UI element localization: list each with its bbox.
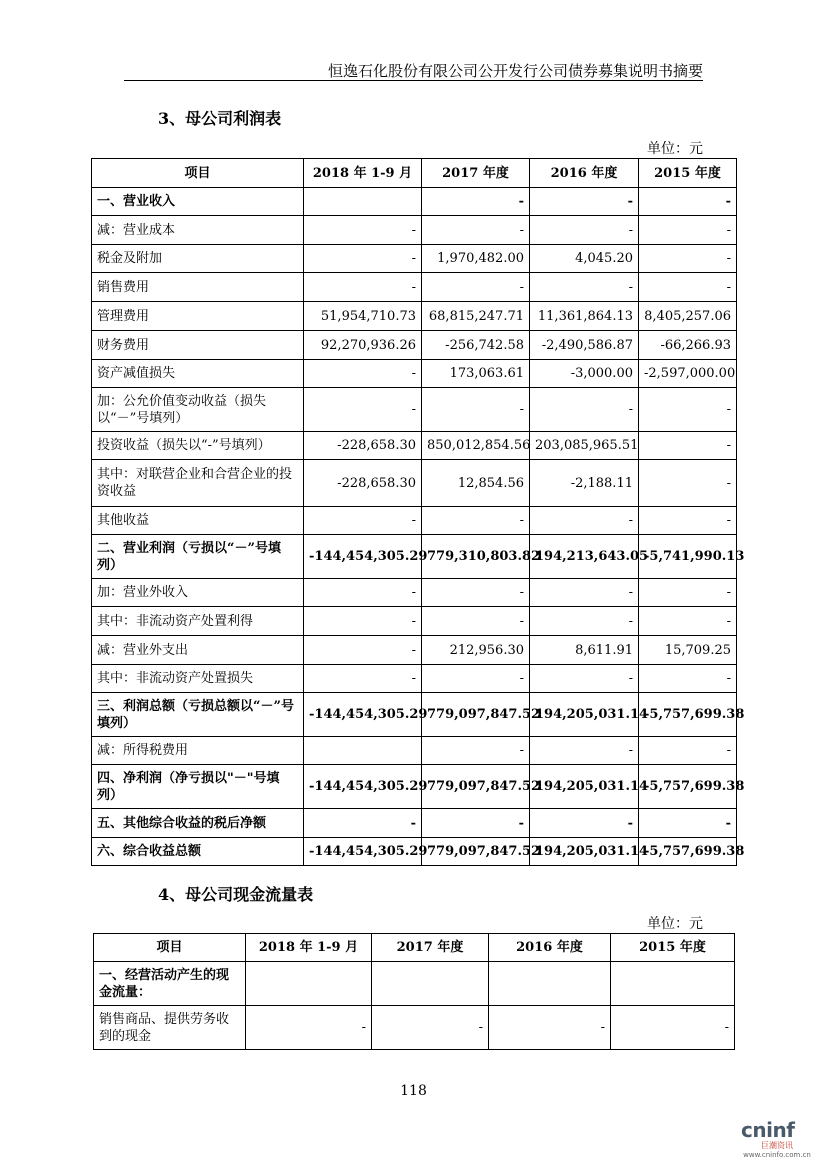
table-cell: -256,742.58 xyxy=(422,331,530,360)
row-label: 一、经营活动产生的现金流量： xyxy=(94,962,246,1006)
table-header-row xyxy=(94,934,735,962)
table-row xyxy=(92,607,737,636)
table-cell: - xyxy=(304,388,422,432)
row-label: 加：营业外收入 xyxy=(92,579,304,607)
table-cell: 194,205,031.14 xyxy=(530,765,639,809)
page-header: 恒逸石化股份有限公司公开发行公司债券募集说明书摘要 xyxy=(327,62,703,80)
column-header: 2017 年度 xyxy=(422,159,530,188)
table-cell: - xyxy=(422,607,530,636)
table-cell: -2,188.11 xyxy=(530,460,639,507)
table-cell: -5,757,699.38 xyxy=(639,838,737,866)
table-row xyxy=(92,809,737,838)
table-cell: -144,454,305.29 xyxy=(304,535,422,579)
table-cell: - xyxy=(489,1006,611,1050)
table-cell: - xyxy=(530,188,639,216)
table-cell: 194,213,643.05 xyxy=(530,535,639,579)
table-cell: 8,611.91 xyxy=(530,636,639,665)
table-cell: -144,454,305.29 xyxy=(304,693,422,737)
column-header: 2017 年度 xyxy=(372,934,489,962)
table-cell: - xyxy=(639,460,737,507)
table-cell: - xyxy=(304,579,422,607)
table-cell: - xyxy=(422,579,530,607)
income-table xyxy=(91,158,745,866)
table-cell: - xyxy=(304,665,422,693)
column-header: 项目 xyxy=(94,934,246,962)
table-cell: - xyxy=(639,665,737,693)
header-rule xyxy=(124,80,703,81)
table-cell: - xyxy=(530,273,639,302)
row-label: 销售商品、提供劳务收到的现金 xyxy=(94,1006,246,1050)
table-cell: - xyxy=(304,636,422,665)
table-row xyxy=(92,460,737,507)
table-cell: -228,658.30 xyxy=(304,460,422,507)
row-label: 管理费用 xyxy=(92,302,304,331)
row-label: 一、营业收入 xyxy=(92,188,304,216)
table-cell: -228,658.30 xyxy=(304,432,422,460)
table-row xyxy=(92,507,737,535)
table-row xyxy=(92,331,737,360)
table-cell xyxy=(372,962,489,1006)
table-row xyxy=(92,302,737,331)
table-cell: - xyxy=(639,809,737,838)
table-cell: - xyxy=(246,1006,372,1050)
column-header: 2016 年度 xyxy=(530,159,639,188)
column-header: 2015 年度 xyxy=(639,159,737,188)
row-label: 六、综合收益总额 xyxy=(92,838,304,866)
table-cell: - xyxy=(304,607,422,636)
row-label: 其中：非流动资产处置损失 xyxy=(92,665,304,693)
table-cell: - xyxy=(304,507,422,535)
table-cell xyxy=(489,962,611,1006)
row-label: 资产减值损失 xyxy=(92,360,304,388)
row-label: 投资收益（损失以“-”号填列） xyxy=(92,432,304,460)
table-cell: 173,063.61 xyxy=(422,360,530,388)
row-label: 税金及附加 xyxy=(92,245,304,273)
table-cell: 8,405,257.06 xyxy=(639,302,737,331)
table-cell: 12,854.56 xyxy=(422,460,530,507)
table-row xyxy=(92,245,737,273)
row-label: 减：营业外支出 xyxy=(92,636,304,665)
table-cell: 212,956.30 xyxy=(422,636,530,665)
table-cell: - xyxy=(530,665,639,693)
table-cell: 779,097,847.52 xyxy=(422,838,530,866)
column-header: 项目 xyxy=(92,159,304,188)
column-header: 2018 年 1-9 月 xyxy=(304,159,422,188)
table-cell xyxy=(304,188,422,216)
table-row xyxy=(94,1006,735,1050)
table-cell: - xyxy=(422,273,530,302)
row-label: 三、利润总额（亏损总额以“－”号填列） xyxy=(92,693,304,737)
logo-cn: 巨潮资讯 xyxy=(761,1141,793,1150)
column-header: 2015 年度 xyxy=(611,934,735,962)
column-header: 2016 年度 xyxy=(489,934,611,962)
table-cell: - xyxy=(639,216,737,245)
table-cell: - xyxy=(422,737,530,765)
table-row xyxy=(92,216,737,245)
table-cell: 779,097,847.52 xyxy=(422,693,530,737)
page-number: 118 xyxy=(400,1083,427,1099)
table-cell: - xyxy=(304,809,422,838)
cashflow-table xyxy=(93,933,735,1050)
table-cell: -2,490,586.87 xyxy=(530,331,639,360)
table-cell: - xyxy=(639,607,737,636)
table-row xyxy=(92,432,737,460)
table-header-row xyxy=(92,159,737,188)
table-cell: - xyxy=(530,809,639,838)
table-cell: 194,205,031.14 xyxy=(530,838,639,866)
table-row xyxy=(92,636,737,665)
table-cell: - xyxy=(422,388,530,432)
table-cell: 779,310,803.82 xyxy=(422,535,530,579)
table-cell: - xyxy=(304,273,422,302)
table-cell: 850,012,854.56 xyxy=(422,432,530,460)
table-cell: - xyxy=(639,432,737,460)
row-label: 其他收益 xyxy=(92,507,304,535)
table-cell: - xyxy=(422,809,530,838)
table-cell: - xyxy=(422,507,530,535)
table-cell: 194,205,031.14 xyxy=(530,693,639,737)
row-label: 减：所得税费用 xyxy=(92,737,304,765)
table-cell: - xyxy=(639,388,737,432)
table-row xyxy=(92,360,737,388)
table-cell: - xyxy=(530,737,639,765)
table-row xyxy=(92,693,737,737)
table-cell: - xyxy=(639,737,737,765)
table-cell: - xyxy=(304,216,422,245)
table-row xyxy=(92,737,737,765)
table-cell: - xyxy=(639,579,737,607)
logo-brand: cninf xyxy=(741,1118,795,1142)
table-cell: -5,757,699.38 xyxy=(639,765,737,809)
table-row xyxy=(92,273,737,302)
table-cell: - xyxy=(304,360,422,388)
cashflow-section-title: 4、母公司现金流量表 xyxy=(158,885,314,904)
logo-url: www.cninfo.com.cn xyxy=(743,1151,811,1159)
row-label: 减：营业成本 xyxy=(92,216,304,245)
table-cell: - xyxy=(422,188,530,216)
table-cell: - xyxy=(530,579,639,607)
table-cell xyxy=(246,962,372,1006)
table-cell: 203,085,965.51 xyxy=(530,432,639,460)
table-cell: - xyxy=(530,607,639,636)
table-row xyxy=(92,388,737,432)
table-cell: - xyxy=(639,245,737,273)
table-cell: 68,815,247.71 xyxy=(422,302,530,331)
cninfo-logo xyxy=(741,1118,813,1162)
table-row xyxy=(92,188,737,216)
table-cell: - xyxy=(422,216,530,245)
row-label: 其中：对联营企业和合营企业的投资收益 xyxy=(92,460,304,507)
table-cell: 779,097,847.52 xyxy=(422,765,530,809)
table-row xyxy=(92,765,737,809)
table-cell: -144,454,305.29 xyxy=(304,765,422,809)
table-cell: - xyxy=(304,245,422,273)
row-label: 四、净利润（净亏损以"－"号填列） xyxy=(92,765,304,809)
table-cell: -2,597,000.00 xyxy=(639,360,737,388)
table-cell: -144,454,305.29 xyxy=(304,838,422,866)
table-row xyxy=(92,665,737,693)
table-cell: - xyxy=(422,665,530,693)
table-cell: - xyxy=(530,388,639,432)
row-label: 销售费用 xyxy=(92,273,304,302)
row-label: 二、营业利润（亏损以“－”号填列） xyxy=(92,535,304,579)
row-label: 财务费用 xyxy=(92,331,304,360)
row-label: 五、其他综合收益的税后净额 xyxy=(92,809,304,838)
table-cell: - xyxy=(372,1006,489,1050)
table-cell: -3,000.00 xyxy=(530,360,639,388)
table-cell xyxy=(611,962,735,1006)
column-header: 2018 年 1-9 月 xyxy=(246,934,372,962)
table-cell: 15,709.25 xyxy=(639,636,737,665)
row-label: 其中：非流动资产处置利得 xyxy=(92,607,304,636)
table-cell: -5,741,990.13 xyxy=(639,535,737,579)
cashflow-unit: 单位：元 xyxy=(647,916,703,932)
table-cell: - xyxy=(639,273,737,302)
row-label: 加：公允价值变动收益（损失以“－”号填列） xyxy=(92,388,304,432)
table-cell: 11,361,864.13 xyxy=(530,302,639,331)
table-cell: - xyxy=(611,1006,735,1050)
table-cell: -5,757,699.38 xyxy=(639,693,737,737)
table-cell: - xyxy=(530,216,639,245)
table-row xyxy=(92,579,737,607)
table-cell: 4,045.20 xyxy=(530,245,639,273)
table-cell: 51,954,710.73 xyxy=(304,302,422,331)
table-cell: -66,266.93 xyxy=(639,331,737,360)
table-cell: 1,970,482.00 xyxy=(422,245,530,273)
table-cell: - xyxy=(530,507,639,535)
income-section-title: 3、母公司利润表 xyxy=(158,109,282,128)
income-unit: 单位：元 xyxy=(647,141,703,157)
table-row xyxy=(92,838,737,866)
table-cell: 92,270,936.26 xyxy=(304,331,422,360)
table-row xyxy=(92,535,737,579)
table-row xyxy=(94,962,735,1006)
table-cell: - xyxy=(639,188,737,216)
table-cell xyxy=(304,737,422,765)
table-cell: - xyxy=(639,507,737,535)
